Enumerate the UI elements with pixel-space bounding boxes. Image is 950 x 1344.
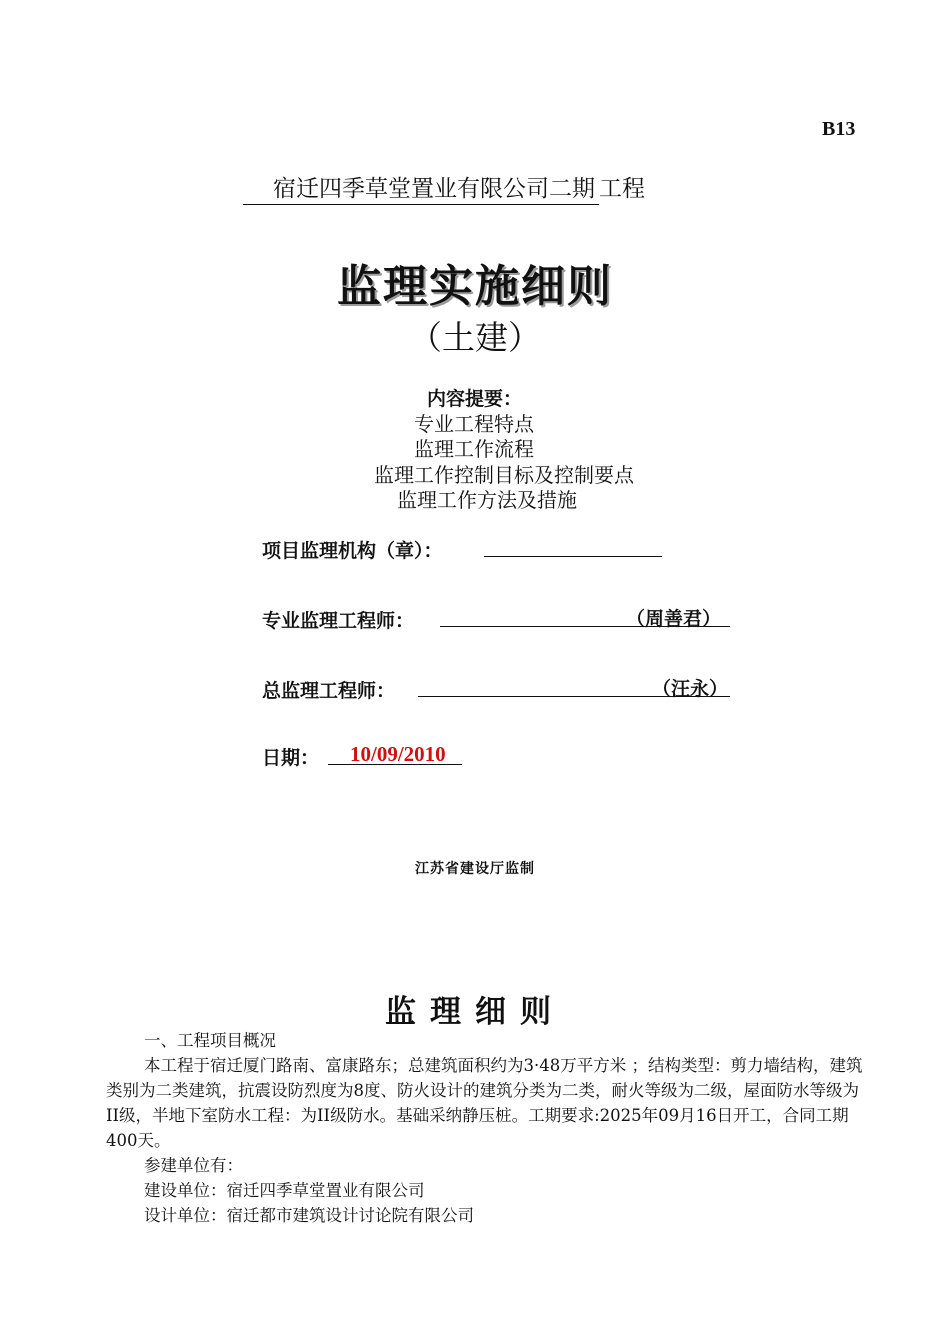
date-value: 10/09/2010 [350, 742, 446, 766]
project-name: 宿迁四季草堂置业有限公司二期 [243, 176, 599, 205]
summary-item: 监理工作控制目标及控制要点 [374, 463, 634, 487]
chief-name: （汪永） [652, 678, 729, 700]
summary-heading: 内容提要： [427, 388, 523, 410]
summary-item: 专业工程特点 [414, 412, 534, 436]
engineer-label: 专业监理工程师： [262, 610, 415, 632]
document-code: B13 [822, 118, 856, 140]
org-label: 项目监理机构（章）： [262, 540, 443, 562]
org-signature-line [484, 556, 662, 557]
project-suffix: 工程 [599, 176, 645, 202]
project-title [243, 170, 645, 203]
date-label: 日期： [262, 747, 320, 769]
participants-heading: 参建单位有： [144, 1156, 243, 1175]
overview-body [106, 1028, 866, 1228]
issuer-note: 江苏省建设厅监制 [415, 861, 535, 877]
overview-heading: 一、工程项目概况 [144, 1031, 276, 1050]
summary-item: 监理工作方法及措施 [397, 488, 577, 512]
section-title: 监理细则 [385, 994, 565, 1030]
builder-unit: 建设单位：宿迁四季草堂置业有限公司 [144, 1181, 425, 1200]
document-subtitle: （土建） [409, 318, 541, 357]
overview-paragraph: 本工程于宿迁厦门路南、富康路东；总建筑面积约为3·48万平方米 ；结构类型：剪力墙结构，建筑类别为二类建筑，抗震设防烈度为8度、防火设计的建筑分类为二类，耐火等级为二级，屋面防水等级为II级，半地下室防水工程：为II级防水。基础采纳静压桩。工期要求:2025年09月16日开工，合同工期400天。 [106, 1056, 863, 1150]
document-title: 监理实施细则 [337, 261, 613, 312]
chief-label: 总监理工程师： [262, 680, 396, 702]
summary-item: 监理工作流程 [414, 437, 534, 461]
designer-unit: 设计单位：宿迁都市建筑设计讨论院有限公司 [144, 1206, 474, 1225]
engineer-name: （周善君） [626, 608, 722, 630]
